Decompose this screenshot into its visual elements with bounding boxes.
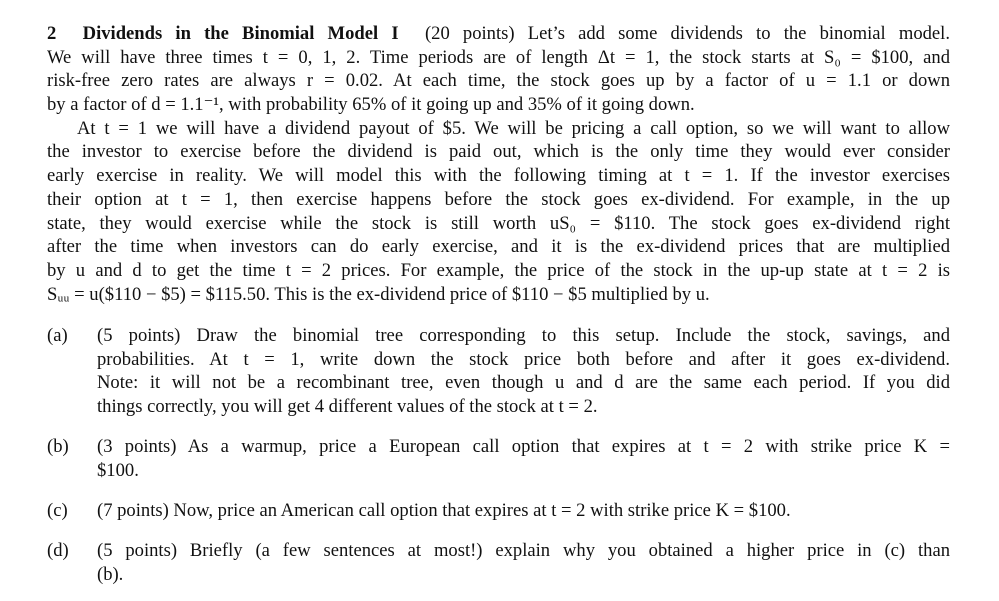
problem-number: 2: [47, 23, 57, 44]
paragraph-setup: [47, 46, 950, 117]
text-line: (b).: [97, 563, 124, 585]
text-line: risk-free zero rates are always r = 0.02. At each time, the stock goes up by a factor of u = 1.1 or down: [47, 70, 950, 92]
part-label: (d): [47, 540, 69, 561]
text-line: probabilities. At t = 1, write down the stock price both before and after it goes ex-dividend.: [97, 348, 950, 370]
problem-title: Dividends in the Binomial Model I: [82, 23, 399, 44]
part-label: (a): [47, 325, 68, 346]
part-body: [97, 539, 950, 586]
text-line: state, they would exercise while the stock is still worth uS₀ = $110. The stock goes ex-dividend right: [47, 212, 950, 234]
problem-heading-line: [47, 22, 950, 46]
text-line: after the time when investors can do early exercise, and it is the ex-dividend prices that are multiplied: [47, 236, 950, 258]
part-body: [97, 499, 950, 523]
text-line: We will have three times t = 0, 1, 2. Time periods are of length Δt = 1, the stock starts at S₀ = $100, and: [47, 46, 950, 68]
paragraph-dividend: [47, 117, 950, 307]
part-body: [97, 324, 950, 419]
text-line: early exercise in reality. We will model this with the following timing at t = 1. If the investor exercises: [47, 165, 950, 187]
part-a: [47, 324, 950, 419]
part-c: [47, 499, 950, 523]
text-line: (7 points) Now, price an American call option that expires at t = 2 with strike price K = $100.: [97, 500, 791, 521]
text-line: their option at t = 1, then exercise happens before the stock goes ex-dividend. For example, in the up: [47, 188, 950, 210]
text-line: (3 points) As a warmup, price a European call option that expires at t = 2 with strike price K =: [97, 436, 950, 457]
text-line: Sᵤᵤ = u($110 − $5) = $115.50. This is the ex-dividend price of $110 − $5 multiplied by u.: [47, 283, 710, 305]
part-body: [97, 435, 950, 482]
part-label: (c): [47, 500, 68, 521]
text-line: $100.: [97, 459, 139, 481]
text-line: things correctly, you will get 4 different values of the stock at t = 2.: [97, 396, 598, 418]
problem-heading-text: (20 points) Let’s add some dividends to the binomial model.: [424, 23, 950, 44]
part-label: (b): [47, 436, 69, 457]
text-line: Note: it will not be a recombinant tree, even though u and d are the same each period. If you did: [97, 372, 950, 394]
part-b: [47, 435, 950, 482]
problem-statement: [47, 22, 950, 306]
part-d: [47, 539, 950, 586]
text-line: the investor to exercise before the dividend is paid out, which is the only time they would ever consider: [47, 141, 950, 163]
text-line: (5 points) Briefly (a few sentences at most!) explain why you obtained a higher price in (c) than: [97, 540, 950, 561]
text-line: At t = 1 we will have a dividend payout of $5. We will be pricing a call option, so we will want to allow: [77, 117, 950, 139]
text-line: by u and d to get the time t = 2 prices. For example, the price of the stock in the up-up state at t = 2 is: [47, 259, 950, 281]
text-line: by a factor of d = 1.1⁻¹, with probability 65% of it going up and 35% of it going down.: [47, 94, 695, 116]
text-line: (5 points) Draw the binomial tree corresponding to this setup. Include the stock, savings, and: [97, 325, 950, 346]
